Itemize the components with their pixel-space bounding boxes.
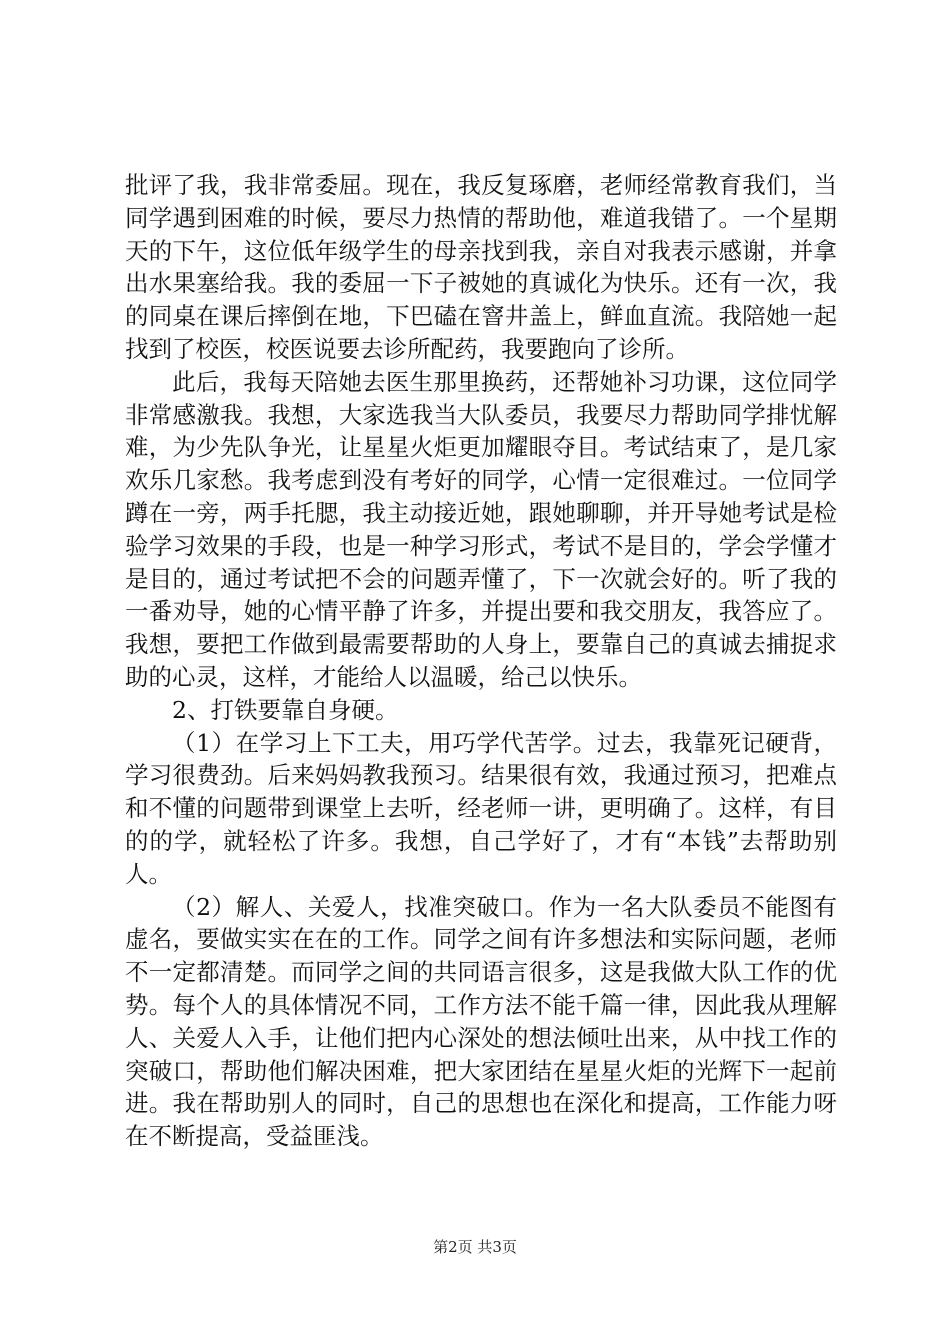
section-heading: 2、打铁要靠自身硬。 xyxy=(172,695,399,724)
paragraph: 此后，我每天陪她去医生那里换药，还帮她补习功课，这位同学非常感激我。我想，大家选我当大队委员，我要尽力帮助同学排忧解难，为少先队争光，让星星火炬更加耀眼夺目。考试结束了，是几家欢乐几家愁。我考虑到没有考好的同学，心情一定很难过。一位同学蹲在一旁，两手托腮，我主动接近她，跟她聊聊，并开导她考试是检验学习效果的手段，也是一种学习形式，考试不是目的，学会学懂才是目的，通过考试把不会的问题弄懂了，下一次就会好的。听了我的一番劝导，她的心情平静了许多，并提出要和我交朋友，我答应了。我想，要把工作做到最需要帮助的人身上，要靠自己的真诚去捕捉求助的心灵，这样，才能给人以温暖，给己以快乐。 xyxy=(125,367,837,691)
page-footer: 第2页 共3页 xyxy=(433,1238,517,1256)
paragraph-continuation: 批评了我，我非常委屈。现在，我反复琢磨，老师经常教育我们，当同学遇到困难的时候，要尽力热情的帮助他，难道我错了。一个星期天的下午，这位低年级学生的母亲找到我，亲自对我表示感谢，并拿出水果塞给我。我的委屈一下子被她的真诚化为快乐。还有一次，我的同桌在课后摔倒在地，下巴磕在窨井盖上，鲜血直流。我陪她一起找到了校医，校医说要去诊所配药，我要跑向了诊所。 xyxy=(125,171,837,363)
paragraph: （2）解人、关爱人，找准突破口。作为一名大队委员不能图有虚名，要做实实在在的工作。同学之间有许多想法和实际问题，老师不一定都清楚。而同学之间的共同语言很多，这是我做大队工作的优势。每个人的具体情况不同，工作方法不能千篇一律，因此我从理解人、关爱人入手，让他们把内心深处的想法倾吐出来，从中找工作的突破口，帮助他们解决困难，把大家团结在星星火炬的光辉下一起前进。我在帮助别人的同时，自己的思想也在深化和提高，工作能力呀在不断提高，受益匪浅。 xyxy=(125,892,837,1151)
document-body xyxy=(125,169,837,1153)
paragraph: （1）在学习上下工夫，用巧学代苦学。过去，我靠死记硬背，学习很费劲。后来妈妈教我预习。结果很有效，我通过预习，把难点和不懂的问题带到课堂上去听，经老师一讲，更明确了。这样，有目的的学，就轻松了许多。我想，自己学好了，才有“本钱”去帮助别人。 xyxy=(125,728,837,888)
